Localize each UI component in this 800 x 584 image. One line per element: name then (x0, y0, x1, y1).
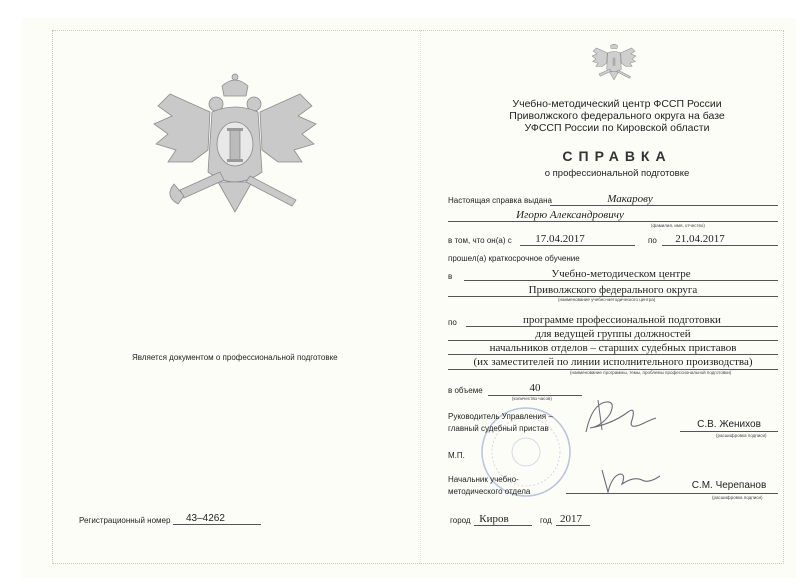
date-to-underline (662, 245, 778, 246)
org-line-2: Приволжского федерального округа на базе (509, 110, 725, 122)
issued-label: Настоящая справка выдана (448, 196, 552, 205)
head-caption: (расшифровка подписи) (716, 433, 767, 438)
registration-number: 43–4262 (186, 513, 225, 524)
hours-value: 40 (529, 382, 541, 394)
head-name-underline (680, 431, 778, 432)
period-label: в том, что он(а) с (448, 236, 512, 245)
date-from: 17.04.2017 (535, 233, 585, 245)
year-label: год (540, 516, 552, 525)
year-value: 2017 (560, 513, 582, 525)
org-header (480, 98, 754, 134)
in-label: в (448, 272, 453, 281)
date-from-underline (520, 245, 635, 246)
seal-label: М.П. (448, 451, 465, 460)
head-label-1: Руководитель Управления – (448, 412, 553, 421)
program-line-3: начальников отделов – старших судебных приставов (489, 342, 737, 354)
surname: Макарову (607, 193, 653, 205)
to-label: по (648, 236, 657, 245)
program-label: по (448, 318, 457, 327)
dept-name-underline (566, 493, 778, 494)
course-label: прошел(а) краткосрочное обучение (448, 254, 580, 263)
page-fold (420, 30, 421, 564)
document-subtitle: о профессиональной подготовке (544, 168, 690, 179)
given-names-underline (448, 221, 778, 222)
program-line-2: для ведущей группы должностей (535, 328, 691, 340)
name-caption: (фамилия, имя, отчество) (651, 223, 705, 228)
surname-underline (550, 205, 778, 206)
fssp-emblem-large-icon (150, 72, 320, 242)
center-line-2: Приволжского федерального округа (528, 284, 698, 296)
dept-name: С.М. Черепанов (691, 480, 767, 491)
center-caption: (наименование учебно-методического центра) (558, 297, 656, 302)
program-underline-1 (466, 326, 778, 327)
date-to: 21.04.2017 (675, 233, 725, 245)
program-line-4: (их заместителей по линии исполнительного производства) (473, 356, 753, 368)
hours-caption: (количество часов) (512, 396, 552, 401)
registration-underline (173, 524, 261, 525)
given-names: Игорю Александровичу (516, 209, 624, 221)
city-value: Киров (479, 513, 509, 525)
document-title: СПРАВКА (562, 148, 672, 164)
registration-label: Регистрационный номер (79, 516, 171, 525)
center-line-1: Учебно-методическом центре (551, 268, 691, 280)
program-line-1: программе профессиональной подготовки (523, 314, 721, 326)
year-underline (556, 525, 590, 526)
city-underline (474, 525, 532, 526)
org-line-1: Учебно-методический центр ФССП России (512, 98, 722, 110)
volume-label: в объеме (448, 386, 483, 395)
head-label-2: главный судебный пристав (448, 424, 549, 433)
doc-type-note: Является документом о профессиональной подготовке (132, 353, 338, 362)
org-line-3: УФССП России по Кировской области (524, 122, 710, 134)
fssp-emblem-small-icon (591, 42, 637, 88)
program-underline-3 (448, 354, 778, 355)
program-underline-2 (448, 340, 778, 341)
head-name: С.В. Женихов (697, 419, 761, 430)
dept-label-2: методического отдела (448, 487, 531, 496)
dept-label-1: Начальник учебно- (448, 475, 519, 484)
head-signature-icon (572, 394, 662, 440)
dept-caption: (расшифровка подписи) (712, 495, 763, 500)
center-underline-1 (464, 280, 778, 281)
city-label: город (450, 516, 471, 525)
program-caption: (наименование программы, темы, проблемы профессиональной подготовки) (570, 370, 732, 375)
